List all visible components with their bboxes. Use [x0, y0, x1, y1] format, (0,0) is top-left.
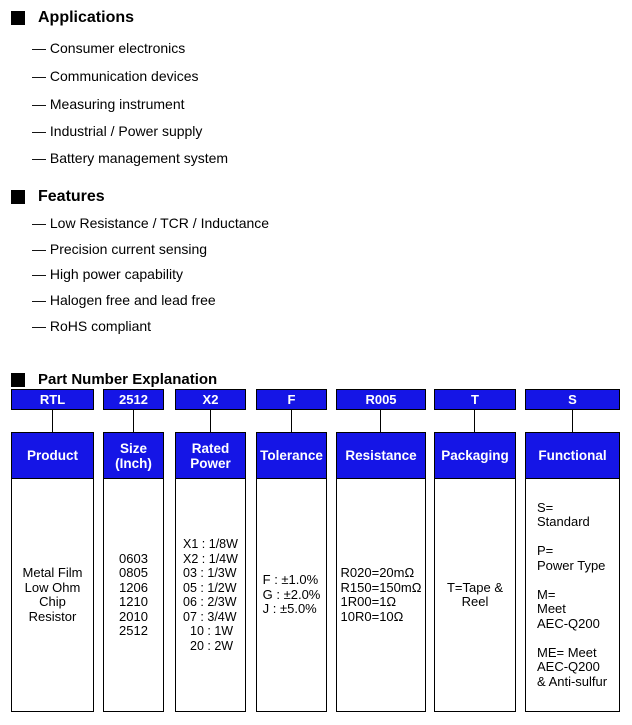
list-item: — Measuring instrument: [32, 96, 185, 112]
section-bullet-icon: [11, 373, 25, 387]
column-header: Size (Inch): [104, 433, 163, 479]
connector-line: [572, 410, 573, 432]
code-packaging: T: [434, 389, 516, 410]
list-item: — Industrial / Power supply: [32, 123, 203, 139]
connector-line: [210, 410, 211, 432]
list-item: — Battery management system: [32, 150, 229, 166]
code-functional: S: [525, 389, 620, 410]
features-heading: Features: [38, 188, 105, 205]
column-header: Product: [12, 433, 93, 479]
code-product: RTL: [11, 389, 94, 410]
list-item: — Communication devices: [32, 68, 199, 84]
column-body: X1 : 1/8W X2 : 1/4W 03 : 1/3W 05 : 1/2W 06 : 2/3W 07 : 3/4W 10 : 1W 20 : 2W: [183, 537, 238, 653]
connector-line: [474, 410, 475, 432]
column-product: [11, 432, 94, 712]
list-item: — High power capability: [32, 266, 183, 282]
column-header: Functional: [526, 433, 619, 479]
applications-heading: Applications: [38, 9, 135, 26]
column-body: Metal Film Low Ohm Chip Resistor: [22, 565, 83, 624]
list-item: — Consumer electronics: [32, 40, 186, 56]
list-item: — RoHS compliant: [32, 318, 152, 334]
column-packaging: [434, 432, 516, 712]
list-item: — Precision current sensing: [32, 241, 208, 257]
code-size: 2512: [103, 389, 164, 410]
connector-line: [52, 410, 53, 432]
column-tolerance: [256, 432, 327, 712]
list-item: — Halogen free and lead free: [32, 292, 216, 308]
column-header: Resistance: [337, 433, 425, 479]
column-body: T=Tape & Reel: [446, 579, 503, 609]
column-body: S= Standard P= Power Type M= Meet AEC-Q200 ME= Meet AEC-Q200 & Anti-sulfur: [537, 499, 608, 689]
list-item: — Low Resistance / TCR / Inductance: [32, 215, 270, 231]
column-size: [103, 432, 164, 712]
column-header: Packaging: [435, 433, 515, 479]
column-power: [175, 432, 246, 712]
code-tolerance: F: [256, 389, 327, 410]
code-resistance: R005: [336, 389, 426, 410]
column-header: Rated Power: [176, 433, 245, 479]
code-power: X2: [175, 389, 246, 410]
section-bullet-icon: [11, 11, 25, 25]
connector-line: [133, 410, 134, 432]
section-bullet-icon: [11, 190, 25, 204]
column-body: R020=20mΩ R150=150mΩ 1R00=1Ω 10R0=10Ω: [340, 565, 422, 624]
column-functional: [525, 432, 620, 712]
column-header: Tolerance: [257, 433, 326, 479]
column-resistance: [336, 432, 426, 712]
connector-line: [380, 410, 381, 432]
connector-line: [291, 410, 292, 432]
column-body: F : ±1.0% G : ±2.0% J : ±5.0%: [262, 572, 321, 617]
part-number-heading: Part Number Explanation: [38, 371, 218, 388]
column-body: 0603 0805 1206 1210 2010 2512: [119, 550, 148, 638]
